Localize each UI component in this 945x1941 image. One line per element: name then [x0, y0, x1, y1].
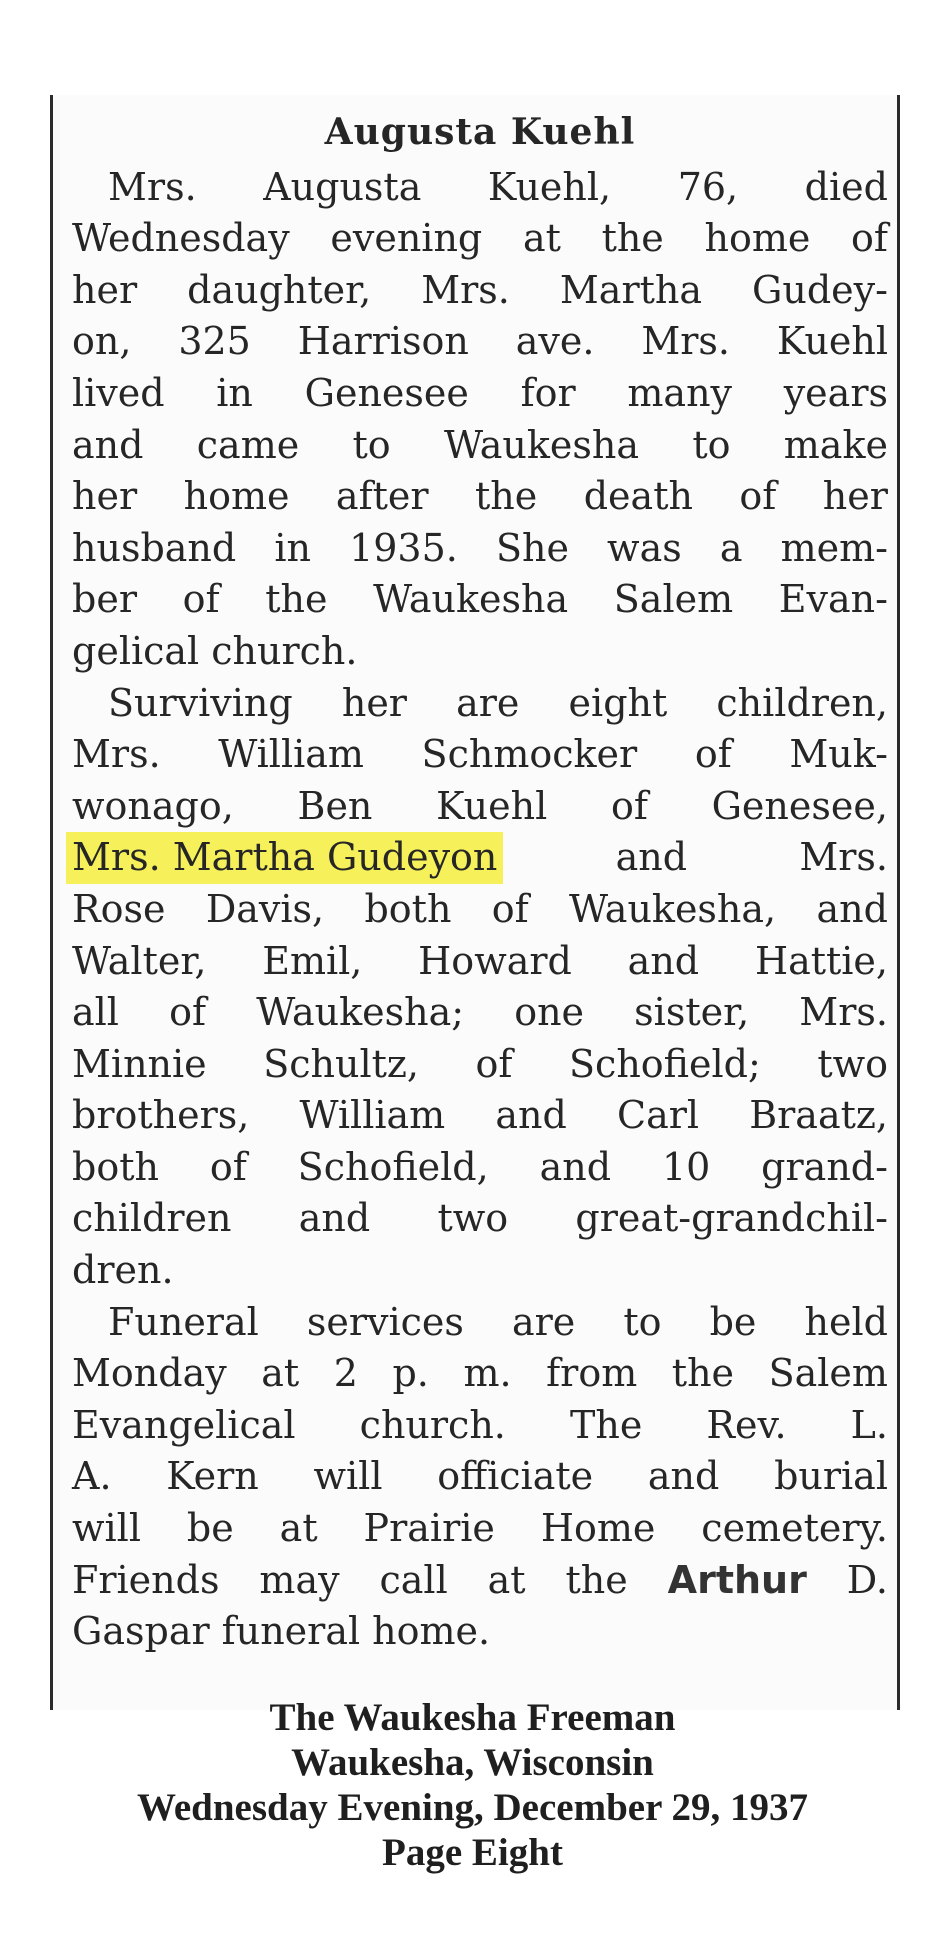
word: years	[783, 370, 888, 415]
text-line	[72, 574, 888, 626]
word: at	[487, 1557, 526, 1602]
word: great-grandchil-	[575, 1196, 888, 1241]
word: Braatz,	[749, 1093, 888, 1138]
word: Gaspar	[72, 1609, 210, 1654]
word: gelical	[72, 628, 200, 673]
word: and	[627, 938, 700, 983]
word: Mrs.	[72, 732, 161, 777]
word: at	[522, 216, 561, 261]
word: of	[209, 1144, 247, 1189]
obituary-paragraph	[72, 678, 888, 1297]
word: dren.	[72, 1248, 174, 1293]
word: Rev.	[706, 1402, 787, 1447]
word: her	[72, 474, 138, 519]
word: at	[279, 1506, 318, 1551]
word: of	[475, 1041, 513, 1086]
word: one	[514, 990, 585, 1035]
word: Friends	[72, 1557, 220, 1602]
word: are	[511, 1299, 576, 1344]
text-line	[72, 678, 888, 730]
caption-newspaper: The Waukesha Freeman	[269, 1696, 676, 1739]
column-rule-right	[897, 95, 900, 1710]
text-line	[72, 420, 888, 472]
word: was	[607, 525, 682, 570]
word: Carl	[617, 1093, 700, 1138]
word: of	[182, 577, 220, 622]
word: in	[216, 370, 253, 415]
word: Martha	[559, 267, 703, 312]
word: two	[817, 1041, 888, 1086]
word: services	[306, 1299, 464, 1344]
word: home	[183, 474, 290, 519]
word: Waukesha	[373, 577, 569, 622]
text-line	[72, 781, 888, 833]
word: Mrs.	[421, 267, 510, 312]
text-line	[72, 162, 888, 214]
word: daughter,	[187, 267, 372, 312]
word: Waukesha;	[256, 990, 465, 1035]
column-rule-left	[50, 95, 53, 1710]
word: on,	[72, 319, 132, 364]
word: Wednesday	[72, 216, 290, 261]
word: Waukesha,	[569, 886, 777, 931]
word: church.	[359, 1402, 506, 1447]
word: Schmocker	[421, 732, 638, 777]
word: She	[495, 525, 569, 570]
word: in	[274, 525, 311, 570]
word: Mrs.	[799, 835, 888, 880]
text-line	[72, 1606, 888, 1658]
word: Gudey-	[752, 267, 888, 312]
caption-date: Wednesday Evening, December 29, 1937	[137, 1786, 808, 1829]
text-line	[72, 316, 888, 368]
source-caption	[0, 1695, 945, 1875]
word: Genesee,	[711, 783, 888, 828]
word: may	[259, 1557, 340, 1602]
word: the	[565, 1557, 628, 1602]
word: Evangelical	[72, 1402, 296, 1447]
word: came	[196, 422, 300, 467]
word: her	[341, 680, 407, 725]
word: Muk-	[789, 732, 888, 777]
word: 2	[333, 1351, 358, 1396]
word: after	[335, 474, 429, 519]
word: eight	[568, 680, 668, 725]
word: and	[816, 886, 888, 931]
text-line	[72, 471, 888, 523]
word: Emil,	[262, 938, 363, 983]
obituary-column	[72, 107, 888, 1658]
word: Mrs.	[641, 319, 730, 364]
caption-page: Page Eight	[382, 1831, 563, 1874]
word: Salem	[768, 1351, 888, 1396]
word: for	[520, 370, 576, 415]
word: of	[610, 783, 648, 828]
word: of	[169, 990, 207, 1035]
word: are	[456, 680, 520, 725]
text-line	[72, 936, 888, 988]
word: church.	[211, 628, 358, 673]
text-line	[72, 213, 888, 265]
word: sister,	[634, 990, 750, 1035]
word: Schultz,	[263, 1041, 419, 1086]
word: Waukesha	[443, 422, 640, 467]
text-line	[72, 987, 888, 1039]
word: Ben	[297, 783, 373, 828]
word: Mrs.	[108, 164, 197, 209]
word: William	[299, 1093, 446, 1138]
word: and	[298, 1196, 371, 1241]
word: died	[804, 164, 888, 209]
word: Monday	[72, 1351, 227, 1396]
obituary-paragraph	[72, 1297, 888, 1658]
word: home.	[372, 1609, 491, 1654]
word: Prairie	[363, 1506, 495, 1551]
word: m.	[463, 1351, 512, 1396]
word: lived	[72, 370, 165, 415]
word: her	[72, 267, 138, 312]
word: the	[671, 1351, 735, 1396]
obituary-paragraph	[72, 162, 888, 678]
word: The	[570, 1402, 643, 1447]
word: funeral	[221, 1609, 361, 1654]
word: Hattie,	[754, 938, 888, 983]
word: Walter,	[72, 938, 207, 983]
newspaper-clipping	[50, 95, 900, 1710]
word: be	[186, 1506, 234, 1551]
word: make	[783, 422, 888, 467]
word: call	[379, 1557, 448, 1602]
caption-location: Waukesha, Wisconsin	[291, 1741, 654, 1784]
obituary-body	[72, 162, 888, 1658]
word: and	[647, 1454, 720, 1499]
word: of	[851, 216, 888, 261]
word: of	[491, 886, 529, 931]
word: to	[352, 422, 391, 467]
word: L.	[850, 1402, 888, 1447]
word: many	[627, 370, 733, 415]
word: D.	[846, 1557, 888, 1602]
word: of	[739, 474, 777, 519]
text-line	[72, 626, 888, 678]
word: brothers,	[72, 1093, 250, 1138]
word: burial	[774, 1454, 888, 1499]
word: children,	[716, 680, 888, 725]
word: and	[495, 1093, 567, 1138]
word: 325	[178, 319, 251, 364]
text-line	[72, 368, 888, 420]
word: Kuehl	[776, 319, 888, 364]
word: held	[804, 1299, 888, 1344]
word: home	[704, 216, 811, 261]
word: Evan-	[778, 577, 888, 622]
word: Schofield;	[569, 1041, 761, 1086]
word: death	[583, 474, 693, 519]
smudged-word: Arthur	[667, 1557, 807, 1602]
word: Schofield,	[297, 1144, 489, 1189]
word: the	[265, 577, 328, 622]
word: 76,	[677, 164, 739, 209]
word: 10	[661, 1144, 711, 1189]
text-line	[72, 1193, 888, 1245]
word: both	[72, 1144, 159, 1189]
word: mem-	[780, 525, 888, 570]
word: will	[72, 1506, 141, 1551]
word: grand-	[761, 1144, 888, 1189]
word: and	[615, 835, 688, 880]
word: ber	[72, 577, 137, 622]
text-line	[72, 523, 888, 575]
word: A.	[72, 1454, 112, 1499]
word: the	[475, 474, 538, 519]
word: Funeral	[108, 1299, 259, 1344]
word: will	[313, 1454, 383, 1499]
word: be	[709, 1299, 757, 1344]
word: the	[601, 216, 664, 261]
word: of	[694, 732, 732, 777]
text-line	[72, 1245, 888, 1297]
word: Mrs.	[799, 990, 888, 1035]
text-line	[72, 884, 888, 936]
word: Augusta	[263, 164, 422, 209]
text-line	[72, 1039, 888, 1091]
word: 1935.	[349, 525, 458, 570]
text-line	[72, 1348, 888, 1400]
word: evening	[330, 216, 483, 261]
word: Genesee	[304, 370, 469, 415]
word: all	[72, 990, 119, 1035]
word: at	[261, 1351, 300, 1396]
word: a	[719, 525, 743, 570]
word: Kuehl,	[487, 164, 612, 209]
word: Howard	[418, 938, 572, 983]
text-line	[72, 1142, 888, 1194]
word: Surviving	[108, 680, 293, 725]
text-line	[72, 1400, 888, 1452]
text-line	[72, 729, 888, 781]
text-line	[72, 265, 888, 317]
word: to	[692, 422, 731, 467]
text-line	[72, 1503, 888, 1555]
word: Salem	[613, 577, 734, 622]
word: Harrison	[297, 319, 469, 364]
text-line	[72, 1451, 888, 1503]
word: Home	[540, 1506, 656, 1551]
text-line	[72, 1090, 888, 1142]
text-line	[72, 1297, 888, 1349]
word: officiate	[437, 1454, 594, 1499]
highlighted-name: Mrs. Martha Gudeyon	[66, 832, 503, 884]
word: William	[218, 732, 364, 777]
word: Davis,	[205, 886, 325, 931]
word: her	[822, 474, 888, 519]
word: and	[539, 1144, 612, 1189]
word: p.	[392, 1351, 429, 1396]
word: Minnie	[72, 1041, 207, 1086]
word: Rose	[72, 886, 166, 931]
word: to	[623, 1299, 662, 1344]
text-line	[72, 1555, 888, 1607]
word: husband	[72, 525, 237, 570]
word: two	[437, 1196, 509, 1241]
word: Kuehl	[436, 783, 548, 828]
obituary-headline: Augusta Kuehl	[324, 111, 636, 153]
word: wonago,	[72, 783, 234, 828]
word: and	[72, 422, 144, 467]
word: cemetery.	[701, 1506, 888, 1551]
word: Kern	[166, 1454, 259, 1499]
word: both	[364, 886, 452, 931]
word: from	[546, 1351, 638, 1396]
word: ave.	[515, 319, 595, 364]
text-line	[72, 832, 888, 884]
word: children	[72, 1196, 232, 1241]
